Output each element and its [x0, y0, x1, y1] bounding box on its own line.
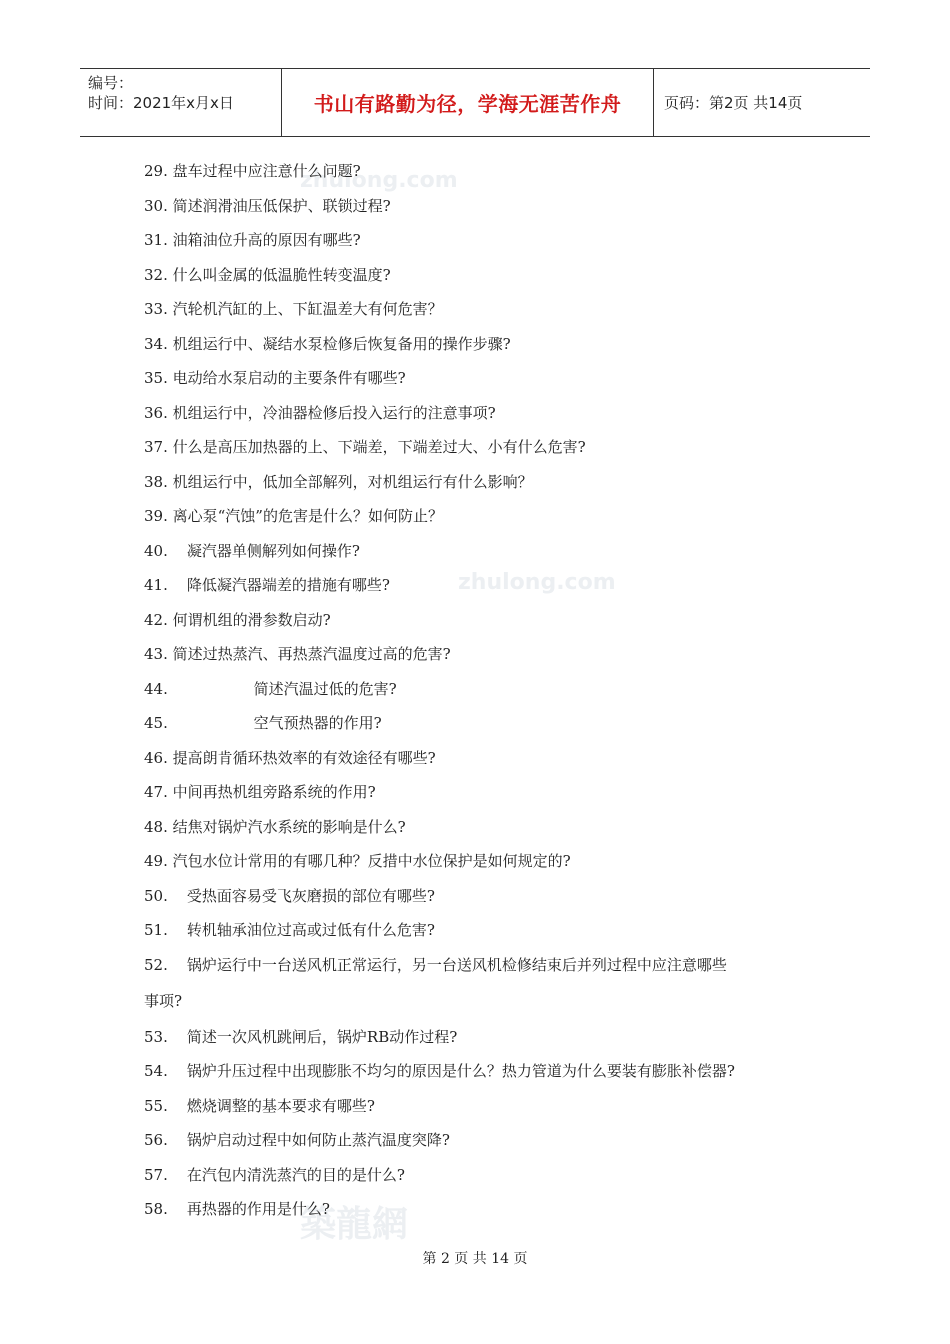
question-item: 51. 转机轴承油位过高或过低有什么危害?	[144, 921, 435, 939]
question-item: 49. 汽包水位计常用的有哪几种？反措中水位保护是如何规定的?	[144, 852, 571, 870]
question-item: 55. 燃烧调整的基本要求有哪些?	[144, 1097, 375, 1115]
question-item: 36. 机组运行中，冷油器检修后投入运行的注意事项?	[144, 404, 496, 422]
question-item: 56. 锅炉启动过程中如何防止蒸汽温度突降?	[144, 1131, 450, 1149]
watermark: zhulong.com	[300, 168, 458, 193]
watermark: zhulong.com	[458, 570, 616, 595]
question-item: 39. 离心泵“汽蚀”的危害是什么？如何防止？	[144, 507, 443, 525]
watermark: 築龍網	[300, 1204, 409, 1245]
question-item: 54. 锅炉升压过程中出现膨胀不均匀的原因是什么？热力管道为什么要装有膨胀补偿器?	[144, 1062, 735, 1080]
question-item: 37. 什么是高压加热器的上、下端差，下端差过大、小有什么危害?	[144, 438, 586, 456]
question-item: 42. 何谓机组的滑参数启动?	[144, 611, 331, 629]
question-item: 53. 简述一次风机跳闸后，锅炉RB动作过程?	[144, 1028, 458, 1046]
question-item: 45. 空气预热器的作用?	[144, 714, 382, 732]
question-item: 44. 简述汽温过低的危害?	[144, 680, 397, 698]
question-item: 58. 再热器的作用是什么?	[144, 1200, 330, 1218]
question-item-continuation: 事项?	[144, 992, 183, 1010]
document-date: 时间：2021年x月x日	[88, 94, 234, 112]
question-item: 50. 受热面容易受飞灰磨损的部位有哪些?	[144, 887, 435, 905]
question-item: 29. 盘车过程中应注意什么问题?	[144, 162, 361, 180]
question-item: 41. 降低凝汽器端差的措施有哪些?	[144, 576, 390, 594]
document-number-label: 编号：	[88, 74, 134, 92]
question-item: 35. 电动给水泵启动的主要条件有哪些?	[144, 369, 406, 387]
header-meta	[80, 69, 282, 136]
question-item: 30. 简述润滑油压低保护、联锁过程?	[144, 197, 391, 215]
question-item: 46. 提高朗肯循环热效率的有效途径有哪些?	[144, 749, 436, 767]
page-header	[80, 68, 870, 137]
question-item: 47. 中间再热机组旁路系统的作用?	[144, 783, 376, 801]
page-footer: 第 2 页 共 14 页	[422, 1251, 528, 1267]
question-item: 33. 汽轮机汽缸的上、下缸温差大有何危害？	[144, 300, 443, 318]
question-item: 32. 什么叫金属的低温脆性转变温度?	[144, 266, 391, 284]
question-item: 52. 锅炉运行中一台送风机正常运行，另一台送风机检修结束后并列过程中应注意哪些	[144, 956, 727, 974]
question-item: 57. 在汽包内清洗蒸汽的目的是什么?	[144, 1166, 405, 1184]
question-item: 31. 油箱油位升高的原因有哪些?	[144, 231, 361, 249]
question-item: 43. 简述过热蒸汽、再热蒸汽温度过高的危害?	[144, 645, 451, 663]
header-page-info: 页码：第2页 共14页	[664, 94, 803, 112]
question-item: 48. 结焦对锅炉汽水系统的影响是什么?	[144, 818, 406, 836]
header-motto: 书山有路勤为径，学海无涯苦作舟	[282, 69, 654, 136]
question-item: 34. 机组运行中、凝结水泵检修后恢复备用的操作步骤?	[144, 335, 511, 353]
question-item: 38. 机组运行中，低加全部解列，对机组运行有什么影响？	[144, 473, 533, 491]
question-item: 40. 凝汽器单侧解列如何操作?	[144, 542, 360, 560]
